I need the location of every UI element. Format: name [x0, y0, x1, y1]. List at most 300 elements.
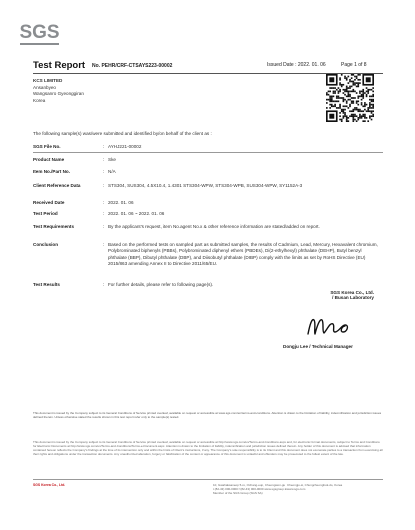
qr-module	[359, 96, 361, 98]
qr-module	[372, 104, 374, 106]
qr-module	[362, 91, 364, 93]
qr-module	[343, 89, 345, 91]
qr-module	[372, 94, 374, 96]
footer-city: Cheongju-si, Chungcheongbuk-do, Korea	[287, 483, 343, 487]
qr-module	[349, 94, 351, 96]
qr-module	[369, 99, 371, 101]
qr-module	[357, 100, 359, 102]
qr-module	[357, 86, 359, 88]
qr-module	[369, 89, 371, 91]
qr-module	[349, 87, 351, 89]
qr-module	[357, 104, 359, 106]
qr-module	[344, 109, 346, 111]
field-value: Based on the performed tests on sampled part as submitted samples, the results of Cadmium, Lead, Mercury, Hexavalent chromium, Polybrominated biphenyls (PBBs), Polybrominated diphenyl ethers (PBDEs), Di(2-ethylhexyl) phthalate (DEHP), Butyl benzyl phthalate (BBP), Dibutyl phthalate (DBP), and Diisobutyl phthalate (DIBP) comply with the limits as set by RoHS Directive (EU) 2015/863 amending Annex II to Directive 2011/65/EU.	[108, 242, 378, 266]
qr-finder	[329, 77, 334, 82]
qr-module	[367, 120, 369, 122]
qr-module	[344, 114, 346, 116]
report-title: Test Report	[33, 60, 86, 71]
qr-module	[339, 91, 341, 93]
qr-module	[349, 91, 351, 93]
qr-module	[336, 107, 338, 109]
qr-module	[352, 100, 354, 102]
field-value: 2022. 01. 06 ~ 2022. 01. 06	[108, 211, 165, 216]
qr-module	[352, 110, 354, 112]
qr-module	[371, 96, 373, 98]
sgs-logo	[16, 15, 63, 53]
field-label: Conclusion	[33, 242, 59, 247]
qr-module	[329, 87, 331, 89]
qr-module	[341, 109, 343, 111]
qr-module	[346, 86, 348, 88]
qr-module	[354, 76, 356, 78]
qr-module	[334, 104, 336, 106]
signatory-name: Dongju Lee / Technical Manager	[283, 344, 353, 349]
qr-module	[366, 110, 368, 112]
qr-module	[372, 87, 374, 89]
qr-module	[361, 110, 363, 112]
qr-module	[361, 94, 363, 96]
field-value: By the applicant's request, item No.agent No.x & other reference information are stated/added on report.	[108, 224, 320, 229]
qr-module	[372, 115, 374, 117]
qr-module	[352, 120, 354, 122]
qr-module	[369, 115, 371, 117]
qr-module	[343, 84, 345, 86]
qr-module	[372, 110, 374, 112]
qr-module	[343, 117, 345, 119]
qr-module	[348, 94, 350, 96]
qr-module	[329, 99, 331, 101]
qr-module	[329, 96, 331, 98]
qr-module	[349, 79, 351, 81]
qr-module	[369, 104, 371, 106]
qr-module	[366, 91, 368, 93]
qr-module	[367, 109, 369, 111]
intro-text: The following sample(s) was/were submitted and identified by/on behalf of the client as :	[33, 131, 212, 136]
qr-module	[343, 97, 345, 99]
qr-module	[331, 105, 333, 107]
field-separator	[33, 152, 383, 153]
field-value: STS304, SUS304, 4.5X10.4, 1.4301 STS304-WPW, STS304-WPB, SUS304-WPW, SY1152A-3	[108, 183, 303, 188]
qr-module	[366, 104, 368, 106]
qr-module	[346, 87, 348, 89]
qr-module	[366, 94, 368, 96]
footer-member: Member of the SGS Group (SGS SA)	[213, 491, 263, 495]
qr-module	[356, 77, 358, 79]
field-value: AYHJ221-00002	[108, 144, 142, 149]
signoff-unit: / Busan Laboratory	[332, 295, 374, 300]
field-value: Ske	[108, 157, 116, 162]
qr-module	[352, 89, 354, 91]
qr-module	[367, 107, 369, 109]
qr-module	[366, 96, 368, 98]
qr-module	[354, 109, 356, 111]
address-line: Ansanbyeo	[33, 84, 56, 90]
footer-address	[213, 483, 287, 491]
qr-module	[362, 94, 364, 96]
qr-module	[336, 89, 338, 91]
qr-module	[371, 89, 373, 91]
qr-module	[343, 109, 345, 111]
qr-module	[336, 97, 338, 99]
qr-module	[336, 96, 338, 98]
qr-module	[344, 91, 346, 93]
qr-module	[362, 89, 364, 91]
qr-module	[357, 96, 359, 98]
qr-module	[357, 117, 359, 119]
qr-module	[329, 100, 331, 102]
qr-module	[331, 104, 333, 106]
qr-module	[372, 100, 374, 102]
qr-module	[361, 99, 363, 101]
qr-module	[339, 119, 341, 121]
qr-module	[369, 96, 371, 98]
qr-module	[339, 112, 341, 114]
footer-contact-line: t (82-43) 000-0000 f (82-43) 000-0000 www.sgsgroup.kr	[213, 487, 288, 491]
qr-module	[351, 81, 353, 83]
qr-module	[359, 91, 361, 93]
qr-module	[346, 89, 348, 91]
footer-address-line: 10, Gwahaksaneop 5-ro, Ochang-eup, Cheongwon-gu	[213, 483, 286, 487]
qr-module	[356, 115, 358, 117]
qr-module	[359, 110, 361, 112]
qr-module	[341, 74, 343, 76]
qr-module	[364, 117, 366, 119]
qr-module	[348, 120, 350, 122]
qr-module	[329, 97, 331, 99]
qr-module	[348, 92, 350, 94]
qr-module	[371, 107, 373, 109]
qr-module	[343, 105, 345, 107]
qr-module	[366, 117, 368, 119]
qr-module	[356, 82, 358, 84]
qr-module	[339, 77, 341, 79]
qr-module	[348, 91, 350, 93]
qr-module	[346, 117, 348, 119]
qr-module	[372, 91, 374, 93]
qr-module	[369, 107, 371, 109]
qr-module	[349, 105, 351, 107]
field-value: N/A	[108, 169, 116, 174]
qr-module	[352, 97, 354, 99]
qr-module	[333, 100, 335, 102]
qr-module	[364, 102, 366, 104]
qr-module	[352, 115, 354, 117]
qr-module	[328, 99, 330, 101]
qr-module	[357, 82, 359, 84]
qr-module	[346, 100, 348, 102]
field-colon: :	[103, 144, 105, 149]
qr-module	[346, 77, 348, 79]
qr-module	[333, 96, 335, 98]
field-colon: :	[103, 224, 105, 229]
qr-module	[346, 102, 348, 104]
address-line: Wangsanro Gyeonggiran	[33, 91, 84, 97]
qr-module	[354, 84, 356, 86]
qr-module	[367, 110, 369, 112]
qr-module	[328, 94, 330, 96]
field-label: Item No./Part No.	[33, 169, 71, 174]
qr-module	[334, 91, 336, 93]
page-number: Page 1 of 8	[341, 62, 367, 68]
signoff-org: SGS Korea Co., Ltd.	[330, 290, 374, 295]
qr-module	[354, 91, 356, 93]
qr-module	[341, 97, 343, 99]
qr-module	[344, 77, 346, 79]
qr-module	[338, 100, 340, 102]
issued-date: Issued Date : 2022. 01. 06	[267, 62, 326, 68]
qr-module	[343, 112, 345, 114]
qr-module	[354, 115, 356, 117]
qr-module	[351, 97, 353, 99]
terms-text: This document is issued by the Company subject to its General Conditions of Service printed overleaf, available on request or accessible at http://www.sgs.com/en/Terms-and-Conditions.aspx and, for electronic format documents, subject to Terms and Conditions for Electronic Documents at http://www.sgs.com/en/Terms-and-Conditions/Terms-e-Document.aspx. Attention is drawn to the limitation of liability, indemnification and jurisdiction issues defined therein. Any holder of this document is advised that information contained hereon reflects the Company's findings at the time of its intervention only and within the limits of Client's instructions, if any. The Company's sole responsibility is to its Client and this document does not exonerate parties to a transaction from exercising all their rights and obligations under the transaction documents. Any unauthorized alteration, forgery or falsification of the content or appearance of this document is unlawful and offenders may be prosecuted to the fullest extent of the law.	[33, 440, 383, 456]
svg-text:SGS: SGS	[19, 22, 60, 43]
qr-module	[357, 119, 359, 121]
qr-module	[367, 91, 369, 93]
qr-module	[361, 104, 363, 106]
field-colon: :	[103, 169, 105, 174]
qr-module	[352, 117, 354, 119]
qr-module	[362, 120, 364, 122]
qr-module	[361, 91, 363, 93]
qr-module	[369, 110, 371, 112]
qr-module	[351, 77, 353, 79]
qr-module	[371, 119, 373, 121]
qr-module	[356, 120, 358, 122]
qr-module	[369, 117, 371, 119]
qr-module	[356, 86, 358, 88]
qr-module	[367, 89, 369, 91]
qr-module	[371, 100, 373, 102]
qr-module	[359, 114, 361, 116]
qr-finder	[366, 77, 371, 82]
qr-module	[331, 99, 333, 101]
qr-module	[372, 114, 374, 116]
qr-module	[359, 109, 361, 111]
qr-module	[371, 110, 373, 112]
qr-module	[346, 79, 348, 81]
qr-module	[352, 119, 354, 121]
field-colon: :	[103, 200, 105, 205]
qr-module	[338, 87, 340, 89]
field-value: For further details, please refer to following page(s).	[108, 282, 214, 287]
qr-module	[351, 110, 353, 112]
qr-module	[339, 79, 341, 81]
qr-module	[364, 115, 366, 117]
qr-module	[351, 91, 353, 93]
qr-module	[352, 109, 354, 111]
qr-module	[352, 114, 354, 116]
qr-module	[331, 100, 333, 102]
qr-module	[326, 102, 328, 104]
qr-module	[361, 96, 363, 98]
qr-module	[359, 82, 361, 84]
qr-module	[364, 114, 366, 116]
field-label: Test Requirements	[33, 224, 75, 229]
qr-module	[362, 96, 364, 98]
field-label: SGS File No.	[33, 144, 61, 149]
qr-module	[329, 104, 331, 106]
footer-web: www.sgs.com	[287, 487, 306, 491]
qr-module	[354, 119, 356, 121]
qr-module	[359, 92, 361, 94]
qr-module	[359, 74, 361, 76]
qr-module	[334, 92, 336, 94]
footer-brand: SGS Korea Co., Ltd.	[33, 483, 66, 487]
qr-module	[356, 92, 358, 94]
qr-module	[344, 94, 346, 96]
qr-module	[369, 102, 371, 104]
qr-module	[371, 99, 373, 101]
qr-module	[344, 99, 346, 101]
qr-module	[333, 91, 335, 93]
qr-module	[348, 76, 350, 78]
qr-module	[331, 97, 333, 99]
qr-module	[349, 110, 351, 112]
qr-module	[351, 102, 353, 104]
qr-module	[356, 102, 358, 104]
qr-module	[348, 107, 350, 109]
qr-module	[341, 110, 343, 112]
qr-module	[344, 112, 346, 114]
qr-module	[339, 107, 341, 109]
qr-module	[341, 119, 343, 121]
field-value: 2022. 01. 06	[108, 200, 134, 205]
qr-module	[333, 92, 335, 94]
applicant-name: KCS LIMITED	[33, 78, 63, 83]
qr-module	[364, 105, 366, 107]
qr-module	[372, 107, 374, 109]
qr-module	[349, 96, 351, 98]
qr-module	[326, 99, 328, 101]
qr-module	[329, 107, 331, 109]
qr-module	[334, 105, 336, 107]
qr-module	[362, 115, 364, 117]
qr-module	[343, 110, 345, 112]
qr-module	[357, 110, 359, 112]
qr-module	[354, 97, 356, 99]
qr-module	[371, 115, 373, 117]
qr-module	[351, 115, 353, 117]
qr-module	[348, 87, 350, 89]
qr-module	[356, 100, 358, 102]
qr-module	[348, 96, 350, 98]
qr-module	[362, 92, 364, 94]
qr-module	[349, 104, 351, 106]
qr-module	[354, 114, 356, 116]
qr-module	[364, 104, 366, 106]
qr-module	[338, 92, 340, 94]
qr-module	[334, 87, 336, 89]
field-label: Test Period	[33, 211, 58, 216]
qr-module	[344, 89, 346, 91]
qr-module	[348, 117, 350, 119]
qr-module	[349, 99, 351, 101]
qr-module	[346, 91, 348, 93]
qr-module	[359, 79, 361, 81]
qr-module	[331, 96, 333, 98]
address-line: Korea	[33, 97, 46, 103]
qr-module	[331, 87, 333, 89]
qr-module	[352, 81, 354, 83]
qr-module	[371, 112, 373, 114]
qr-module	[361, 102, 363, 104]
qr-module	[361, 115, 363, 117]
qr-module	[357, 109, 359, 111]
qr-module	[346, 105, 348, 107]
qr-module	[341, 86, 343, 88]
qr-module	[349, 86, 351, 88]
qr-module	[326, 94, 328, 96]
qr-module	[357, 97, 359, 99]
qr-module	[346, 96, 348, 98]
qr-module	[343, 92, 345, 94]
qr-module	[349, 115, 351, 117]
field-label: Received Date	[33, 200, 65, 205]
qr-module	[339, 89, 341, 91]
qr-finder	[329, 114, 334, 119]
qr-module	[343, 100, 345, 102]
qr-module	[367, 92, 369, 94]
field-label: Test Results	[33, 282, 60, 287]
qr-module	[346, 119, 348, 121]
qr-module	[352, 74, 354, 76]
qr-module	[352, 102, 354, 104]
qr-module	[333, 105, 335, 107]
qr-module	[344, 105, 346, 107]
qr-module	[372, 96, 374, 98]
qr-module	[346, 120, 348, 122]
footer-right	[287, 483, 342, 491]
qr-module	[338, 91, 340, 93]
qr-module	[339, 105, 341, 107]
qr-module	[357, 74, 359, 76]
field-colon: :	[103, 211, 105, 216]
qr-module	[349, 81, 351, 83]
qr-module	[341, 84, 343, 86]
qr-module	[362, 97, 364, 99]
qr-module	[339, 115, 341, 117]
signoff-block	[280, 290, 380, 300]
qr-module	[359, 117, 361, 119]
qr-module	[356, 109, 358, 111]
disclaimer-text: This document is issued by the Company subject to its General Conditions of Service printed overleaf, available on request or accessible at www.sgs.com/en/terms-and-conditions. Attention is drawn to the limitation of liability, indemnification and jurisdiction issues defined therein. Unless otherwise stated the results shown in this test report refer only to the sample(s) tested.	[33, 411, 382, 419]
handwritten-signature	[302, 310, 354, 340]
qr-module	[326, 107, 328, 109]
qr-module	[352, 84, 354, 86]
qr-module	[334, 100, 336, 102]
qr-module	[348, 99, 350, 101]
qr-module	[351, 74, 353, 76]
qr-module	[344, 76, 346, 78]
qr-module	[364, 120, 366, 122]
qr-module	[339, 97, 341, 99]
qr-module	[338, 107, 340, 109]
qr-module	[351, 100, 353, 102]
qr-module	[328, 91, 330, 93]
qr-module	[333, 87, 335, 89]
qr-module	[346, 115, 348, 117]
field-colon: :	[103, 242, 105, 247]
qr-module	[329, 91, 331, 93]
qr-module	[351, 86, 353, 88]
qr-module	[348, 82, 350, 84]
qr-module	[339, 104, 341, 106]
qr-module	[354, 82, 356, 84]
qr-module	[371, 104, 373, 106]
qr-module	[369, 105, 371, 107]
qr-module	[372, 105, 374, 107]
qr-module	[372, 99, 374, 101]
